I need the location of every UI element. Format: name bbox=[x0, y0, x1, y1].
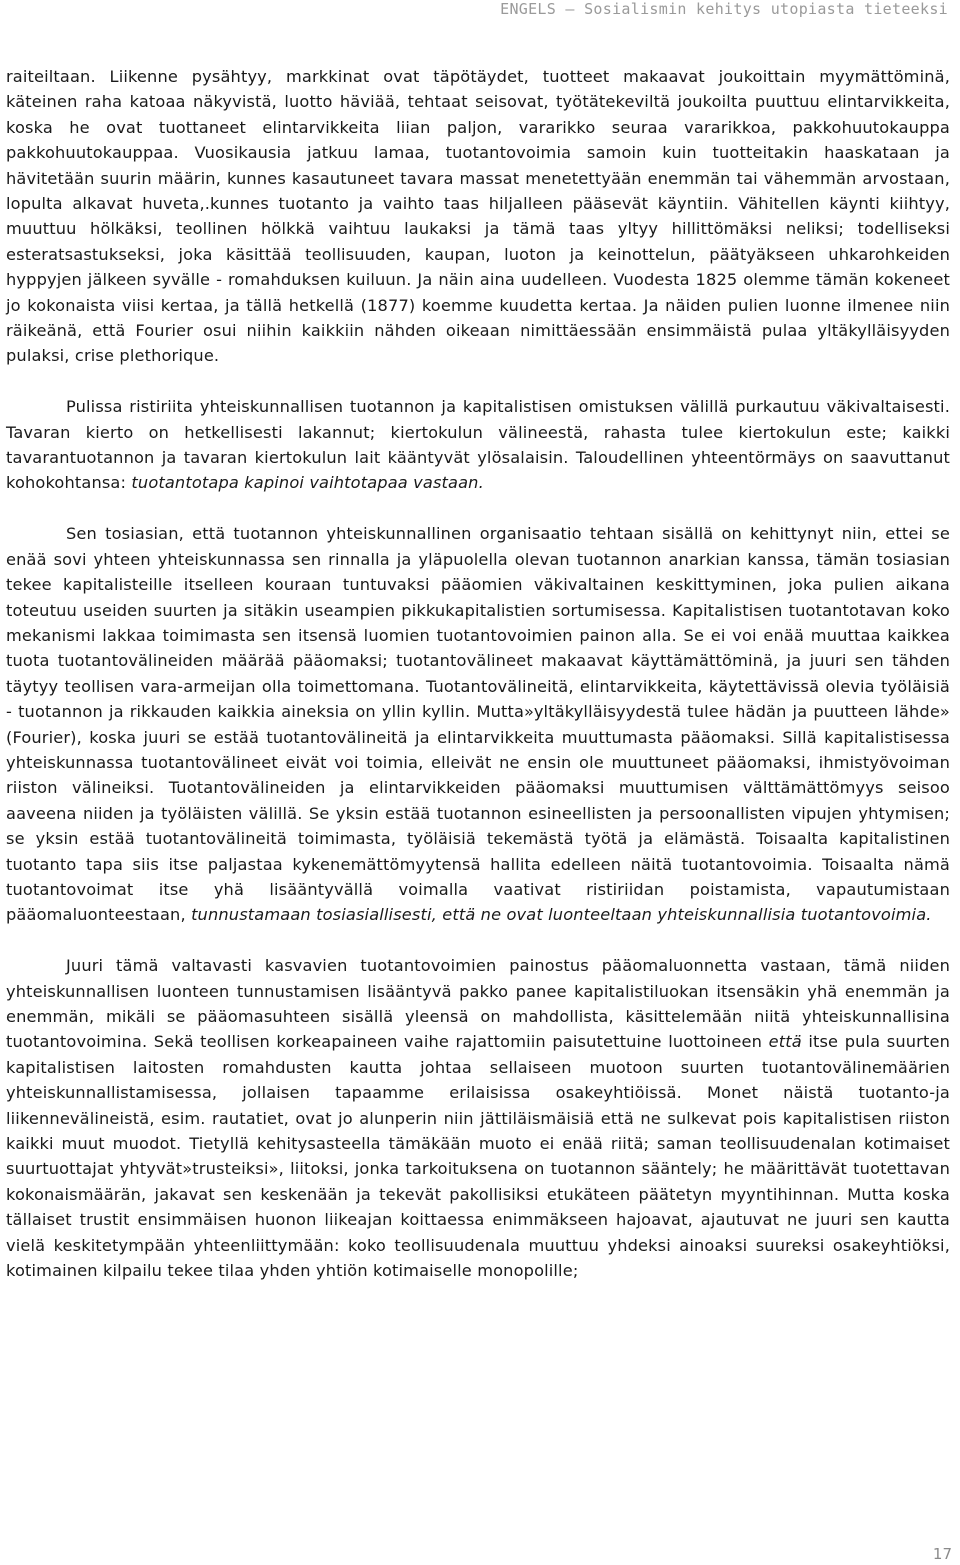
body-text bbox=[6, 64, 950, 1309]
running-header: ENGELS – Sosialismin kehitys utopiasta tieteeksi bbox=[500, 0, 948, 18]
page-number: 17 bbox=[932, 1545, 952, 1563]
paragraph-emphasis: tuotantotapa kapinoi vaihtotapaa vastaan. bbox=[131, 473, 484, 493]
paragraph-emphasis: että bbox=[768, 1032, 802, 1052]
paragraph-text: Sen tosiasian, että tuotannon yhteiskunnallinen organisaatio tehtaan sisällä on kehittynyt niin, ettei se enää sovi yhteen yhteiskunnassa sen rinnalla ja yläpuolella olevan tuotannon anarkian kanssa, tämän tosiasian tekee kapitalisteille itselleen kouraan tuntuvaksi pääomien väkivaltainen keskittyminen, joka pulien aikana toteutuu useiden suurten ja sitäkin useampien pikkukapitalistien sortumisessa. Kapitalistisen tuotantotavan koko mekanismi lakkaa toimimasta sen itsensä luomien tuotantovoimien painon alla. Se ei voi enää muuttaa kaikkea tuota tuotantovälineiden määrää pääomaksi; tuotantovälineet makaavat käyttämättöminä, ja juuri sen tähden täytyy teollisen vara-armeijan olla toimettomana. Tuotantovälineitä, elintarvikkeita, käytettävissä olevia työläisiä - tuotannon ja rikkauden kaikkia aineksia on yllin kyllin. Mutta»yltäkylläisyydestä tulee hädän ja puutteen lähde» (Fourier), koska juuri se estää tuotantovälineitä ja elintarvikkeita muuttumasta pääomaksi. Sillä kapitalistisessa yhteiskunnassa tuotantovälineet eivät voi toimia, elleivät ne ensin ole muuttuneet pääomaksi, ihmistyövoiman riiston välineiksi. Tuotantovälineiden ja elintarvikkeiden pääomaksi muuttumisen välttämättömyys seisoo aaveena niiden ja työläisten välillä. Se yksin estää tuotannon esineellisten ja persoonallisten vipujen yhtymisen; se yksin estää tuotantovälineitä toimimasta, työläisiä tekemästä työtä ja elämästä. Toisaalta kapitalistinen tuotanto tapa siis itse paljastaa kykenemättömyytensä hallita edelleen näitä tuotantovoimia. Toisaalta nämä tuotantovoimat itse yhä lisääntyvällä voimalla vaativat ristiriidan poistamista, vapautumistaan pääomaluonteestaan, bbox=[6, 524, 950, 925]
paragraph-emphasis: tunnustamaan tosiasiallisesti, että ne ovat luonteeltaan yhteiskunnallisia tuotantovoimia. bbox=[191, 905, 932, 925]
paragraph-text: Juuri tämä valtavasti kasvavien tuotantovoimien painostus pääomaluonnetta vastaan, tämä niiden yhteiskunnallisen luonteen tunnustamisen lisääntyvä pakko panee kapitalistiluokan itsensäkin yhä enemmän ja enemmän, mikäli se pääomasuhteen sisällä yleensä on mahdollista, käsittelemään niitä yhteiskunnallisina tuotantovoimina. Sekä teollisen korkeapaineen vaihe rajattomiin paisutettuine luottoineen bbox=[6, 956, 950, 1052]
paragraph-2 bbox=[6, 394, 950, 496]
paragraph-text: itse pula suurten kapitalistisen laitosten romahdusten kautta johtaa sellaiseen muotoon suurten tuotantovälinemäärien yhteiskunnallistamisessa, jollaisen tapaamme erilaisissa osakeyhtiöissä. Monet näistä tuotanto-ja liikennevälineistä, esim. rautatiet, ovat jo alunperin niin jättiläismäisiä että ne sulkevat pois kapitalistisen riiston kaikki muut muodot. Tietyllä kehitysasteella tämäkään muoto ei enää riitä; saman teollisuudenalan kotimaiset suurtuottajat yhtyvät»trusteiksi», liitoksi, jonka tarkoituksena on tuotannon sääntely; he määrittävät tuotettavan kokonaismäärän, jakavat sen keskenään ja tekevät pakollisiksi etukäteen päätetyn myyntihinnan. Mutta koska tällaiset trustit ensimmäisen huonon liikeajan koittaessa enimmäkseen hajoavat, ajautuvat ne juuri sen kautta vielä keskitetympään yhteenliittymään: koko teollisuudenala muuttuu yhdeksi ainoaksi suureksi osakeyhtiöksi, kotimainen kilpailu tekee tilaa yhden yhtiön kotimaiselle monopolille; bbox=[6, 1032, 951, 1281]
paragraph-3 bbox=[6, 521, 950, 928]
paragraph-text: Pulissa ristiriita yhteiskunnallisen tuotannon ja kapitalistisen omistuksen välillä purkautuu väkivaltaisesti. Tavaran kierto on hetkellisesti lakannut; kiertokulun välineestä, rahasta tulee kiertokulun este; kaikki tavarantuotannon ja tavaran kiertokulun lait kääntyvät ylösalaisin. Taloudellinen yhteentörmäys on saavuttanut kohokohtansa: bbox=[6, 397, 950, 493]
paragraph-1 bbox=[6, 64, 950, 369]
paragraph-text: raiteiltaan. Liikenne pysähtyy, markkinat ovat täpötäydet, tuotteet makaavat joukoittain myymättöminä, käteinen raha katoaa näkyvistä, luotto häviää, tehtaat seisovat, työtätekeviltä joukoilta puuttuu elintarvikkeita, koska he ovat tuottaneet elintarvikkeita liian paljon, vararikko seuraa vararikkoa, pakkohuutokauppa pakkohuutokauppaa. Vuosikausia jatkuu lamaa, tuotantovoimia samoin kuin tuotteitakin haaskataan ja hävitetään suurin määrin, kunnes kasautuneet tavara massat menetettyään enemmän tai vähemmän arvostaan, lopulta alkavat huveta,.kunnes tuotanto ja vaihto taas hiljalleen pääsevät käyntiin. Vähitellen käynti kiihtyy, muuttuu hölkäksi, teollinen hölkkä vaihtuu laukaksi ja tämä taas yltyy hillittömäksi neliksi; todelliseksi esteratsastukseksi, joka käsittää teollisuuden, kaupan, luoton ja keinottelun, päätyäkseen uhkarohkeiden hyppyjen jälkeen syvälle - romahduksen kuiluun. Ja näin aina uudelleen. Vuodesta 1825 olemme tämän kokeneet jo kokonaista viisi kertaa, ja tällä hetkellä (1877) koemme kuudetta kertaa. Ja näiden pulien luonne ilmenee niin räikeänä, että Fourier osui niihin kaikkiin nähden oikeaan nimittäessään ensimmäistä pulaa yltäkylläisyyden pulaksi, crise plethorique. bbox=[6, 67, 950, 366]
paragraph-4 bbox=[6, 953, 950, 1283]
